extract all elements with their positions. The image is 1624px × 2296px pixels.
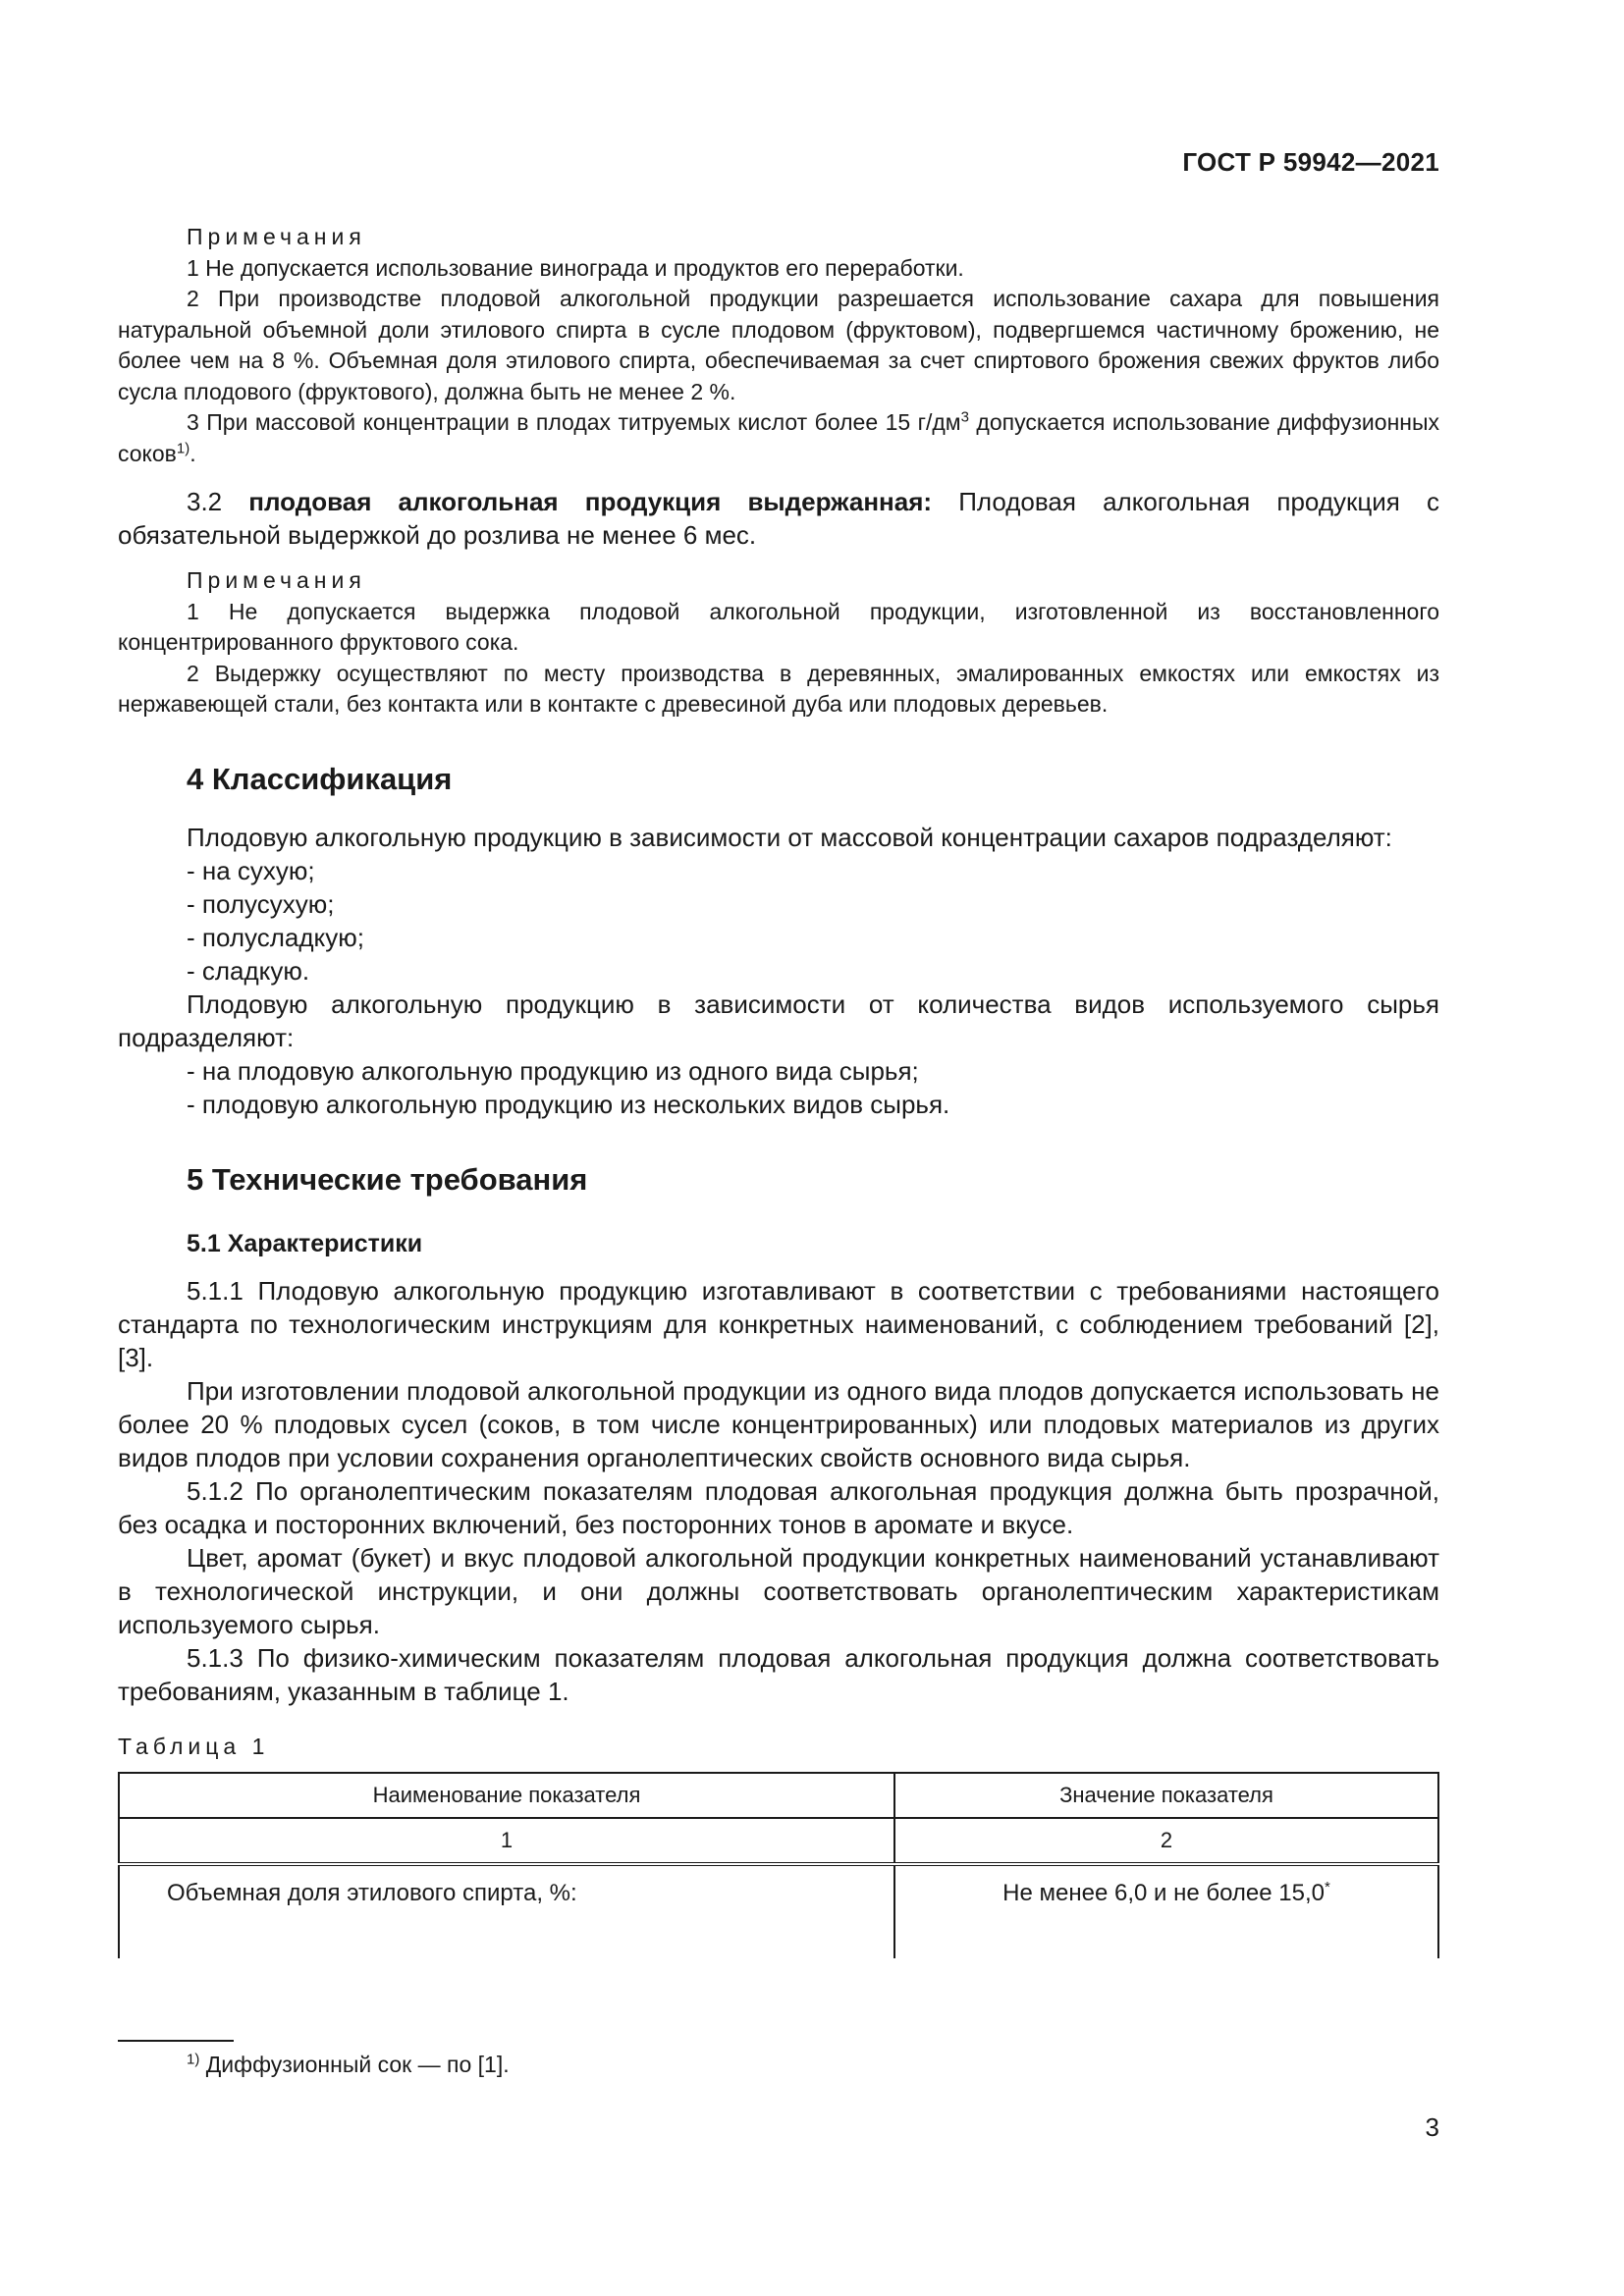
paragraph: При изготовлении плодовой алкогольной продукции из одного вида плодов допускается использовать не более 20 % плодовых сусел (соков, в том числе концентрированных) или плодовых материалов из других видов плодов при условии сохранения органолептических свойств основного вида сырья. — [118, 1375, 1439, 1472]
footnote-ref: 1) — [176, 439, 190, 456]
table-cell: Не менее 6,0 и не более 15,0* — [894, 1864, 1438, 1958]
footnote-ref: * — [1325, 1878, 1330, 1896]
page-content — [118, 222, 1439, 1958]
paragraph: Плодовую алкогольную продукцию в зависимости от массовой концентрации сахаров подразделяют: — [187, 822, 1392, 852]
paragraph: Плодовую алкогольную продукцию в зависимости от количества видов используемого сырья подразделяют: — [118, 988, 1439, 1052]
list-item: - сладкую. — [187, 955, 310, 986]
notes-block-1 — [118, 222, 1439, 469]
note-1: 1 Не допускается выдержка плодовой алкогольной продукции, изготовленной из восстановленного концентрированного фруктового сока. — [118, 598, 1439, 655]
subsection-title: 5.1 Характеристики — [187, 1229, 423, 1257]
section-title: 5 Технические требования — [187, 1161, 588, 1197]
notes-block-2 — [118, 565, 1439, 721]
table-header-cell: Значение показателя — [894, 1773, 1438, 1818]
document-code: ГОСТ Р 59942—2021 — [1182, 147, 1439, 177]
paragraph: Цвет, аромат (букет) и вкус плодовой алкогольной продукции конкретных наименований устанавливают в технологической инструкции, и они должны соответствовать органолептическим характеристикам используемого сырья. — [118, 1542, 1439, 1639]
table-cell: Объемная доля этилового спирта, %: — [119, 1864, 894, 1958]
list-item: - на сухую; — [187, 855, 315, 885]
note-2: 2 Выдержку осуществляют по месту производства в деревянных, эмалированных емкостях или емкостях из нержавеющей стали, без контакта или в контакте с древесиной дуба или плодовых деревьев. — [118, 660, 1439, 717]
definition-3-2: 3.2 плодовая алкогольная продукция выдержанная: Плодовая алкогольная продукция с обязательной выдержкой до розлива не менее 6 мес. — [118, 487, 1439, 550]
notes-title: Примечания — [187, 224, 366, 249]
table-number-row — [119, 1818, 1438, 1864]
footnote-mark: 1) — [187, 2051, 200, 2068]
table-header-cell: Наименование показателя — [119, 1773, 894, 1818]
paragraph: 5.1.1 Плодовую алкогольную продукцию изготавливают в соответствии с требованиями настоящего стандарта по технологическим инструкциям для конкретных наименований, с соблюдением требований [2], [3]. — [118, 1275, 1439, 1372]
footnote-divider — [118, 2040, 234, 2042]
note-3: 3 При массовой концентрации в плодах титруемых кислот более 15 $г/дм^3$ допускается использование диффузионных соков$^{1)}$. — [118, 408, 1439, 466]
note-1: 1 Не допускается использование винограда и продуктов его переработки. — [187, 254, 964, 281]
table-header-row — [119, 1773, 1438, 1818]
section-title: 4 Классификация — [187, 761, 453, 796]
paragraph: 5.1.2 По органолептическим показателям плодовая алкогольная продукция должна быть прозрачной, без осадка и посторонних включений, без посторонних тонов в аромате и вкусе. — [118, 1475, 1439, 1539]
table-row — [119, 1864, 1438, 1958]
table-caption: Таблица 1 — [118, 1733, 270, 1759]
page-number: 3 — [1425, 2112, 1439, 2142]
footnote: $^{1)}$ Диффузионный сок — по [1]. — [187, 2051, 510, 2077]
notes-title: Примечания — [187, 567, 366, 593]
table-number-cell: 2 — [894, 1818, 1438, 1864]
term: плодовая алкогольная продукция выдержанная: — [248, 487, 933, 516]
table-number-cell: 1 — [119, 1818, 894, 1864]
data-table — [118, 1772, 1439, 1958]
list-item: - на плодовую алкогольную продукцию из одного вида сырья; — [187, 1055, 919, 1086]
note-2: 2 При производстве плодовой алкогольной продукции разрешается использование сахара для повышения натуральной объемной доли этилового спирта в сусле плодовом (фруктовом), подвергшемся частичному брожению, не более чем на 8 %. Объемная доля этилового спирта, обеспечиваемая за счет спиртового брожения свежих фруктов либо сусла плодового (фруктового), должна быть не менее 2 %. — [118, 286, 1439, 404]
superscript: 3 — [960, 408, 969, 426]
paragraph: 5.1.3 По физико-химическим показателям плодовая алкогольная продукция должна соответствовать требованиям, указанным в таблице 1. — [118, 1642, 1439, 1706]
list-item: - плодовую алкогольную продукцию из нескольких видов сырья. — [187, 1089, 950, 1119]
list-item: - полусладкую; — [187, 922, 364, 952]
list-item: - полусухую; — [187, 888, 335, 919]
